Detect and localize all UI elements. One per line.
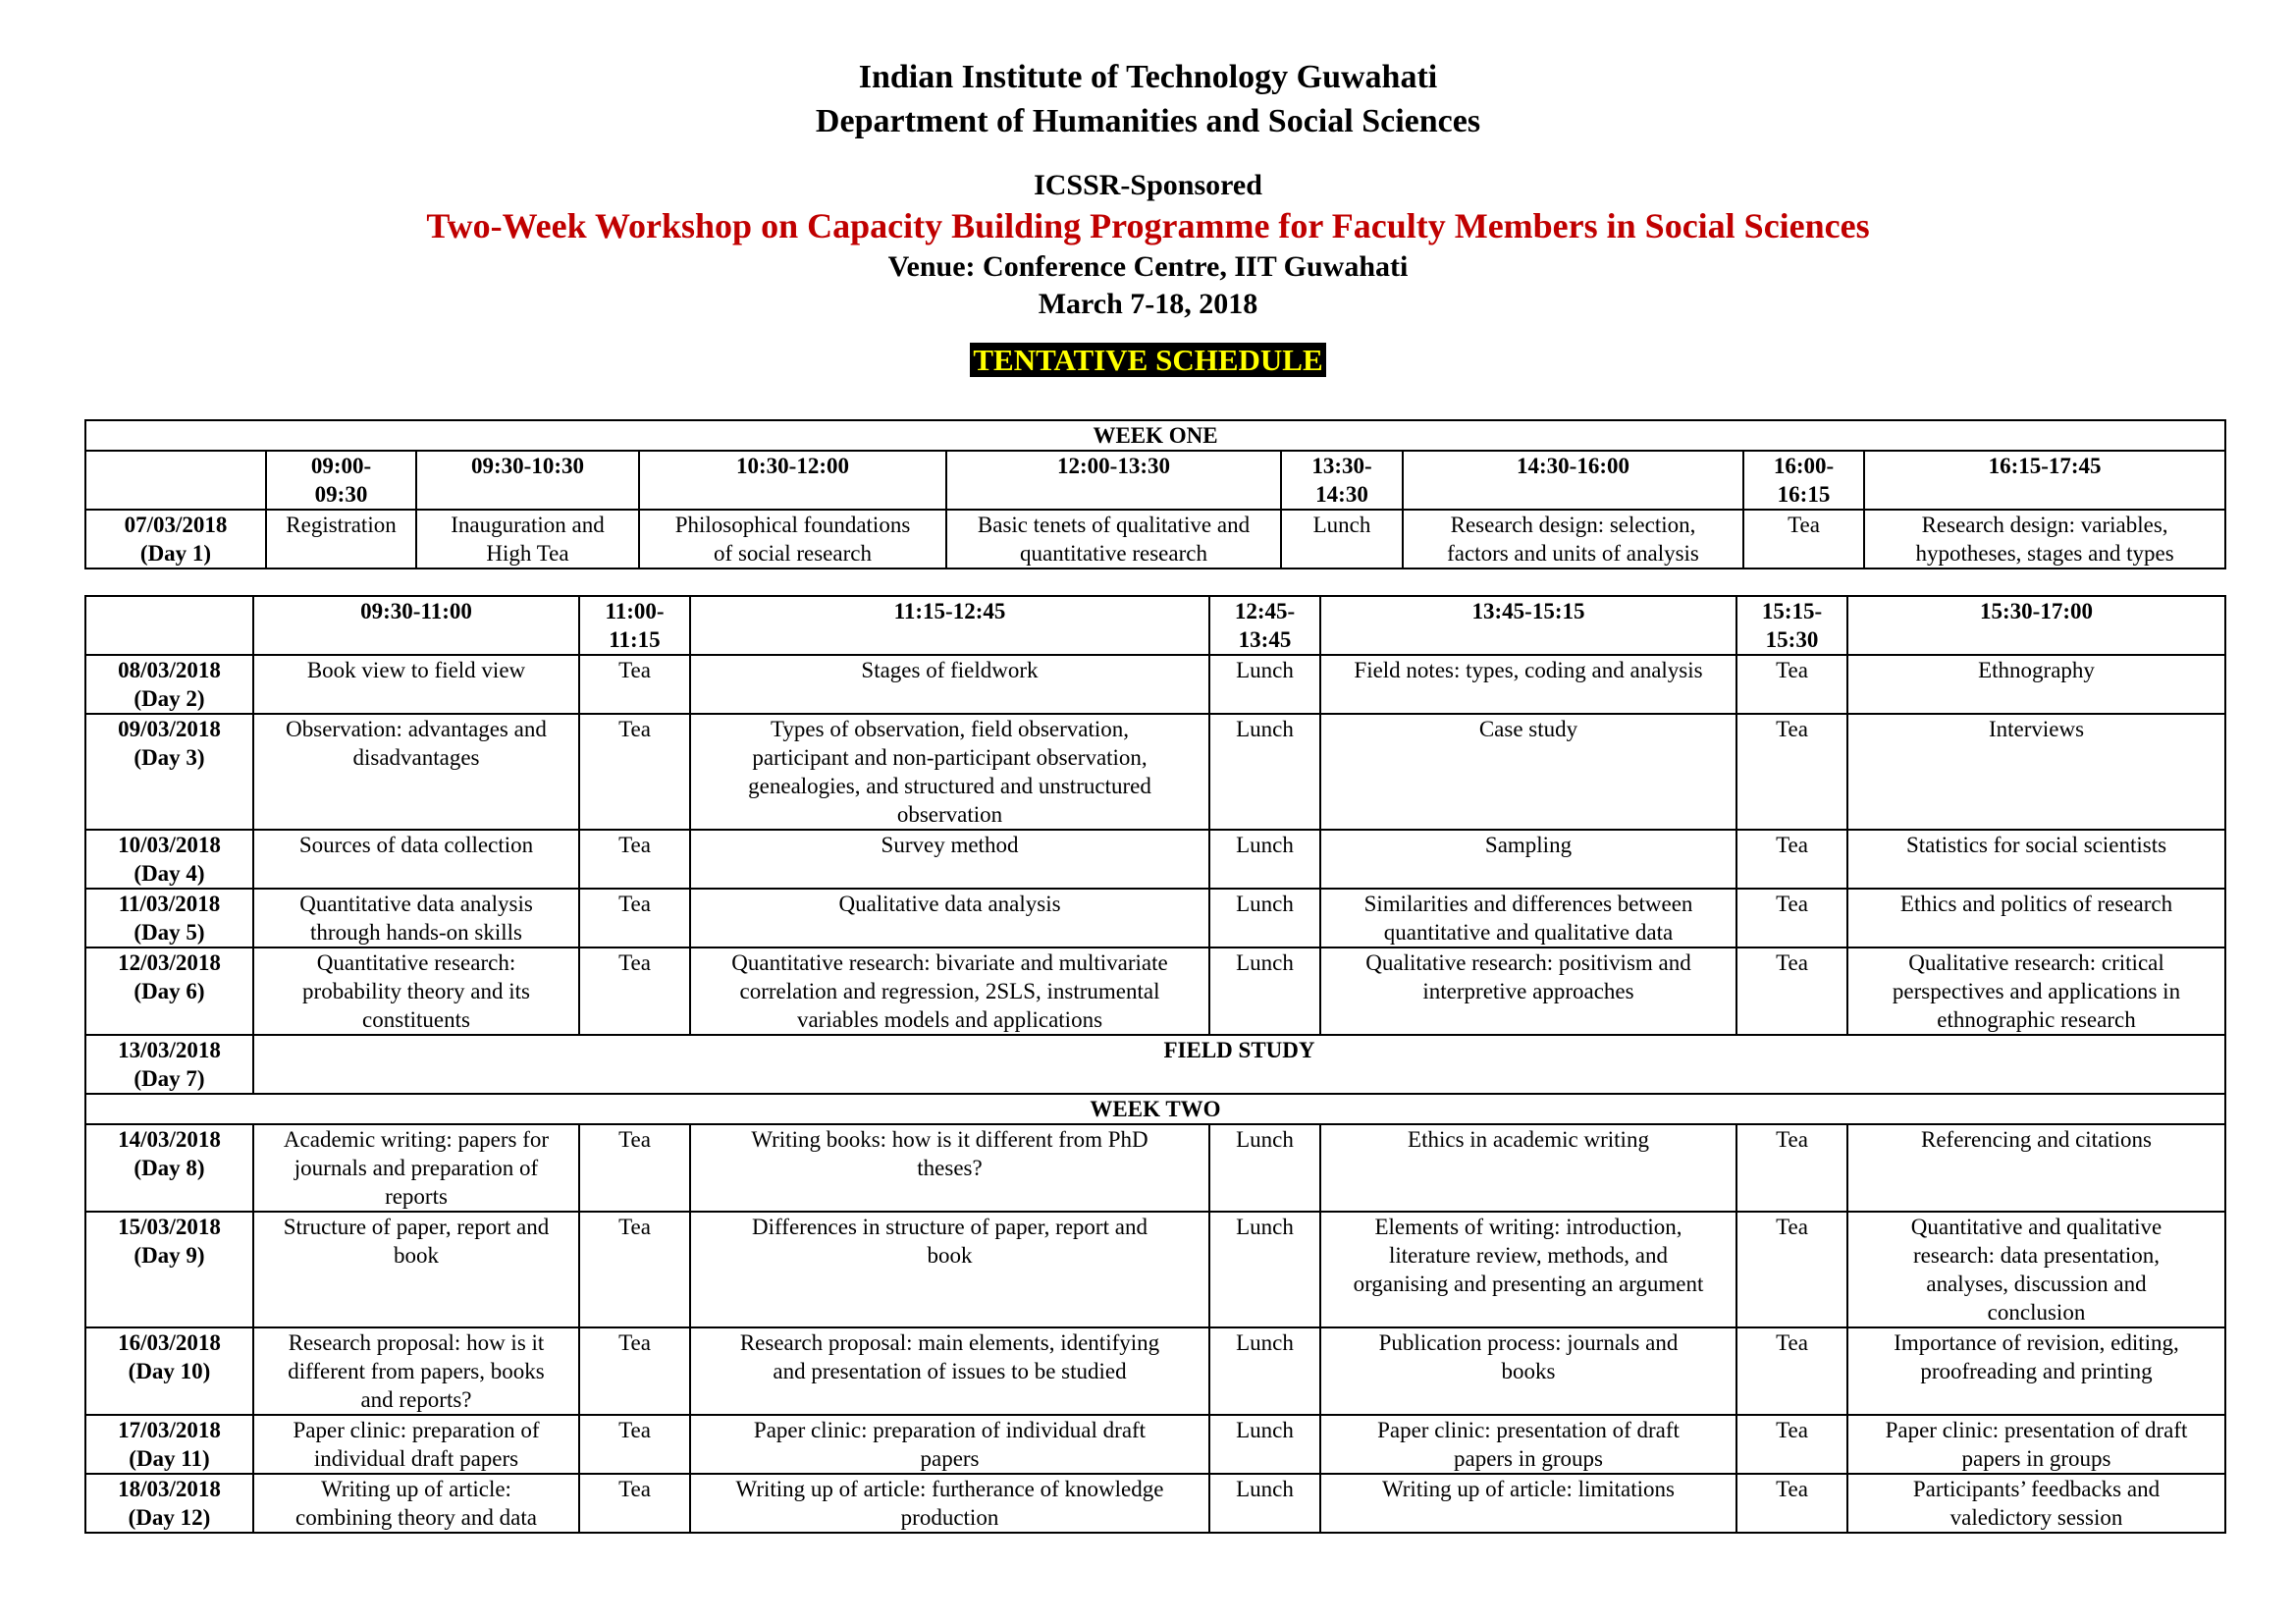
- workshop-title: Two-Week Workshop on Capacity Building Programme for Faculty Members in Social Sciences: [426, 206, 1870, 245]
- venue-line: Venue: Conference Centre, IIT Guwahati: [887, 250, 1409, 283]
- sponsor-line: ICSSR-Sponsored: [1034, 169, 1262, 201]
- session-cell: Quantitative and qualitative research: data presentation, analyses, discussion and conclusion: [1847, 1212, 2225, 1327]
- session-cell: Participants’ feedbacks and valedictory session: [1847, 1474, 2225, 1533]
- date-cell: 16/03/2018 (Day 10): [85, 1327, 253, 1415]
- tentative-schedule-label: TENTATIVE SCHEDULE: [970, 343, 1325, 377]
- date-cell: 13/03/2018 (Day 7): [85, 1035, 253, 1094]
- week-one-label-row: [85, 420, 2225, 451]
- session-cell: Tea: [1736, 1327, 1847, 1415]
- session-cell: Quantitative research: probability theory and its constituents: [253, 947, 579, 1035]
- session-cell: Survey method: [690, 830, 1209, 889]
- session-cell: Lunch: [1209, 1124, 1320, 1212]
- time-slot-header: 09:30-11:00: [253, 596, 579, 655]
- session-cell: Case study: [1320, 714, 1736, 830]
- week-one-time-row: [85, 451, 2225, 510]
- session-cell: Structure of paper, report and book: [253, 1212, 579, 1327]
- schedule-row: [85, 714, 2225, 830]
- session-cell: Publication process: journals and books: [1320, 1327, 1736, 1415]
- session-cell: Tea: [579, 1124, 690, 1212]
- time-slot-row: [85, 596, 2225, 655]
- date-cell: 09/03/2018 (Day 3): [85, 714, 253, 830]
- session-cell: Paper clinic: presentation of draft papers in groups: [1320, 1415, 1736, 1474]
- session-cell: Ethnography: [1847, 655, 2225, 714]
- session-cell: Lunch: [1209, 830, 1320, 889]
- time-slot-header: 16:15-17:45: [1864, 451, 2225, 510]
- week-two-label-row: [85, 1094, 2225, 1124]
- session-cell: Research design: variables, hypotheses, stages and types: [1864, 510, 2225, 568]
- session-cell: Tea: [579, 947, 690, 1035]
- schedule-row: [85, 1474, 2225, 1533]
- session-cell: Ethics in academic writing: [1320, 1124, 1736, 1212]
- schedule-row: [85, 655, 2225, 714]
- schedule-row: [85, 830, 2225, 889]
- session-cell: Similarities and differences between quantitative and qualitative data: [1320, 889, 1736, 947]
- week-one-days: [85, 655, 2225, 1035]
- session-cell: Research proposal: how is it different from papers, books and reports?: [253, 1327, 579, 1415]
- session-cell: Philosophical foundations of social research: [639, 510, 946, 568]
- session-cell: Differences in structure of paper, report and book: [690, 1212, 1209, 1327]
- date-cell: 15/03/2018 (Day 9): [85, 1212, 253, 1327]
- session-cell: Lunch: [1209, 1474, 1320, 1533]
- session-cell: Observation: advantages and disadvantages: [253, 714, 579, 830]
- session-cell: Tea: [579, 1327, 690, 1415]
- date-cell: 08/03/2018 (Day 2): [85, 655, 253, 714]
- session-cell: Tea: [1736, 714, 1847, 830]
- session-cell: Tea: [579, 1415, 690, 1474]
- session-cell: Tea: [579, 830, 690, 889]
- department-name: Department of Humanities and Social Sciences: [815, 103, 1481, 139]
- time-slot-header: 13:30- 14:30: [1281, 451, 1403, 510]
- session-cell: Tea: [579, 1212, 690, 1327]
- session-cell: Paper clinic: preparation of individual draft papers: [690, 1415, 1209, 1474]
- session-cell: Elements of writing: introduction, literature review, methods, and organising and presenting an argument: [1320, 1212, 1736, 1327]
- date-cell: 17/03/2018 (Day 11): [85, 1415, 253, 1474]
- session-cell: Tea: [1736, 947, 1847, 1035]
- time-slot-header: 10:30-12:00: [639, 451, 946, 510]
- session-cell: Lunch: [1209, 1212, 1320, 1327]
- time-slot-header: 09:30-10:30: [416, 451, 639, 510]
- session-cell: Tea: [1736, 1212, 1847, 1327]
- session-cell: Lunch: [1209, 655, 1320, 714]
- session-cell: Lunch: [1209, 714, 1320, 830]
- session-cell: Basic tenets of qualitative and quantitative research: [946, 510, 1281, 568]
- session-cell: Qualitative research: positivism and interpretive approaches: [1320, 947, 1736, 1035]
- session-cell: Tea: [1736, 655, 1847, 714]
- week-two-days: [85, 1124, 2225, 1533]
- time-slot-header: 13:45-15:15: [1320, 596, 1736, 655]
- session-cell: Paper clinic: preparation of individual draft papers: [253, 1415, 579, 1474]
- workshop-dates: March 7-18, 2018: [1038, 288, 1258, 320]
- session-cell: Writing up of article: limitations: [1320, 1474, 1736, 1533]
- session-cell: Writing books: how is it different from PhD theses?: [690, 1124, 1209, 1212]
- schedule-row-day-1: [85, 510, 2225, 568]
- week-one-label: WEEK ONE: [85, 420, 2225, 451]
- time-slot-header: 15:15- 15:30: [1736, 596, 1847, 655]
- session-cell: Sampling: [1320, 830, 1736, 889]
- schedule-row-day-7: [85, 1035, 2225, 1094]
- time-slot-header: 11:15-12:45: [690, 596, 1209, 655]
- session-cell: Qualitative data analysis: [690, 889, 1209, 947]
- session-cell: Writing up of article: combining theory and data: [253, 1474, 579, 1533]
- time-slot-header: 14:30-16:00: [1403, 451, 1743, 510]
- time-slot-header: 09:00- 09:30: [266, 451, 416, 510]
- header-blank-cell: [85, 596, 253, 655]
- date-cell: 12/03/2018 (Day 6): [85, 947, 253, 1035]
- field-study-section: [85, 1035, 2225, 1124]
- session-cell: Tea: [1736, 889, 1847, 947]
- session-cell: Paper clinic: presentation of draft papers in groups: [1847, 1415, 2225, 1474]
- time-slot-header: 11:00- 11:15: [579, 596, 690, 655]
- time-slot-header: 16:00- 16:15: [1743, 451, 1864, 510]
- session-cell: Quantitative data analysis through hands-on skills: [253, 889, 579, 947]
- date-cell: 10/03/2018 (Day 4): [85, 830, 253, 889]
- time-slot-header: 12:00-13:30: [946, 451, 1281, 510]
- schedule-row: [85, 889, 2225, 947]
- session-cell: Research proposal: main elements, identifying and presentation of issues to be studied: [690, 1327, 1209, 1415]
- schedule-row: [85, 1327, 2225, 1415]
- session-cell: Interviews: [1847, 714, 2225, 830]
- time-slot-header: 12:45- 13:45: [1209, 596, 1320, 655]
- session-cell: Statistics for social scientists: [1847, 830, 2225, 889]
- date-cell: 18/03/2018 (Day 12): [85, 1474, 253, 1533]
- session-cell: Quantitative research: bivariate and multivariate correlation and regression, 2SLS, instrumental variables models and applications: [690, 947, 1209, 1035]
- institute-name: Indian Institute of Technology Guwahati: [858, 59, 1438, 95]
- session-cell: Tea: [579, 714, 690, 830]
- session-cell: Referencing and citations: [1847, 1124, 2225, 1212]
- date-cell: 11/03/2018 (Day 5): [85, 889, 253, 947]
- session-cell: Tea: [579, 655, 690, 714]
- session-cell: Lunch: [1209, 889, 1320, 947]
- schedule-head: [85, 596, 2225, 655]
- session-cell: Tea: [1736, 830, 1847, 889]
- date-cell: 14/03/2018 (Day 8): [85, 1124, 253, 1212]
- schedule-row: [85, 1415, 2225, 1474]
- schedule-row: [85, 1124, 2225, 1212]
- session-cell: Registration: [266, 510, 416, 568]
- schedule-row: [85, 1212, 2225, 1327]
- session-cell: Writing up of article: furtherance of knowledge production: [690, 1474, 1209, 1533]
- session-cell: Importance of revision, editing, proofreading and printing: [1847, 1327, 2225, 1415]
- header-blank-cell: [85, 451, 266, 510]
- time-slot-header: 15:30-17:00: [1847, 596, 2225, 655]
- session-cell: Lunch: [1209, 1327, 1320, 1415]
- session-cell: Ethics and politics of research: [1847, 889, 2225, 947]
- session-cell: Qualitative research: critical perspectives and applications in ethnographic research: [1847, 947, 2225, 1035]
- session-cell: Types of observation, field observation, participant and non-participant observation, genealogies, and structured and unstructured observation: [690, 714, 1209, 830]
- session-cell: Stages of fieldwork: [690, 655, 1209, 714]
- session-cell: Lunch: [1209, 947, 1320, 1035]
- session-cell: Tea: [1743, 510, 1864, 568]
- session-cell: Tea: [579, 889, 690, 947]
- session-cell: Research design: selection, factors and units of analysis: [1403, 510, 1743, 568]
- session-cell: Inauguration and High Tea: [416, 510, 639, 568]
- session-cell: Tea: [579, 1474, 690, 1533]
- session-cell: Tea: [1736, 1415, 1847, 1474]
- session-cell: Academic writing: papers for journals and preparation of reports: [253, 1124, 579, 1212]
- session-cell: Field notes: types, coding and analysis: [1320, 655, 1736, 714]
- main-schedule-table: [84, 595, 2226, 1534]
- session-cell: Sources of data collection: [253, 830, 579, 889]
- session-cell: Lunch: [1209, 1415, 1320, 1474]
- field-study-cell: FIELD STUDY: [253, 1035, 2225, 1094]
- week-one-table: [84, 419, 2226, 569]
- session-cell: Tea: [1736, 1474, 1847, 1533]
- week-two-label: WEEK TWO: [85, 1094, 2225, 1124]
- schedule-row: [85, 947, 2225, 1035]
- session-cell: Tea: [1736, 1124, 1847, 1212]
- session-cell: Lunch: [1281, 510, 1403, 568]
- tentative-schedule-heading: [0, 343, 2296, 378]
- session-cell: Book view to field view: [253, 655, 579, 714]
- date-cell: 07/03/2018 (Day 1): [85, 510, 266, 568]
